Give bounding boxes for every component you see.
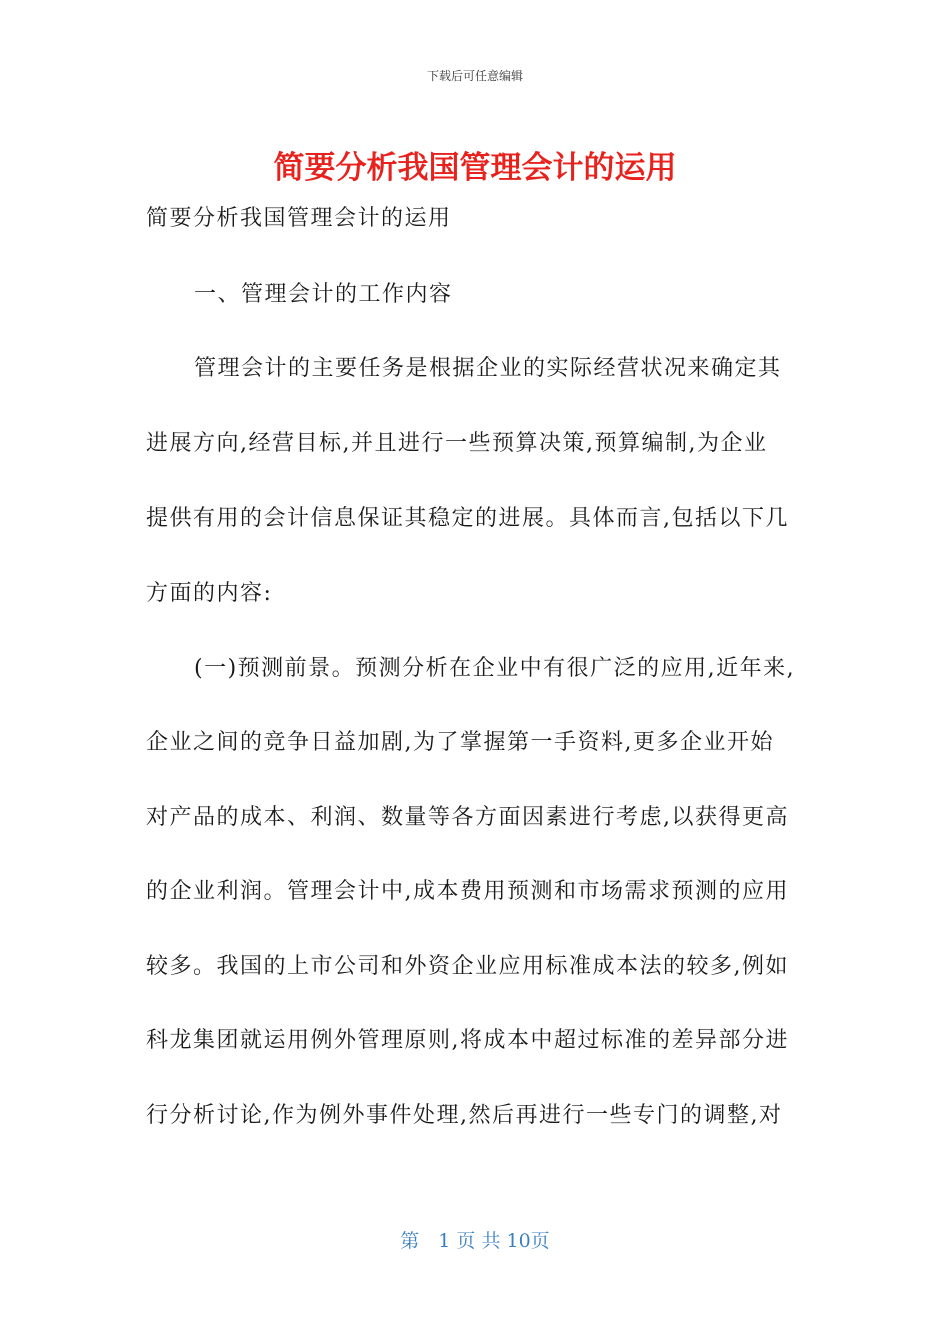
page-number-footer: 第 1 页 共 10页: [400, 1230, 550, 1252]
document-title: 简要分析我国管理会计的运用: [273, 150, 677, 186]
subtitle-line: 简要分析我国管理会计的运用: [146, 206, 452, 231]
paragraph-line: 企业之间的竞争日益加剧,为了掌握第一手资料,更多企业开始: [146, 730, 774, 755]
paragraph-line: (一)预测前景。预测分析在企业中有很广泛的应用,近年来,: [194, 656, 796, 681]
paragraph-line: 提供有用的会计信息保证其稳定的进展。具体而言,包括以下几: [146, 506, 789, 531]
paragraph-line: 较多。我国的上市公司和外资企业应用标准成本法的较多,例如: [146, 954, 789, 979]
paragraph-line: 的企业利润。管理会计中,成本费用预测和市场需求预测的应用: [146, 879, 789, 904]
paragraph-line: 管理会计的主要任务是根据企业的实际经营状况来确定其: [194, 356, 782, 381]
paragraph-line: 进展方向,经营目标,并且进行一些预算决策,预算编制,为企业: [146, 431, 768, 456]
paragraph-line: 科龙集团就运用例外管理原则,将成本中超过标准的差异部分进: [146, 1028, 789, 1053]
section-heading: 一、管理会计的工作内容: [194, 282, 453, 307]
paragraph-line: 行分析讨论,作为例外事件处理,然后再进行一些专门的调整,对: [146, 1103, 783, 1128]
paragraph-line: 方面的内容:: [146, 581, 273, 606]
paragraph-line: 对产品的成本、利润、数量等各方面因素进行考虑,以获得更高: [146, 805, 789, 830]
header-note: 下载后可任意编辑: [426, 69, 523, 83]
